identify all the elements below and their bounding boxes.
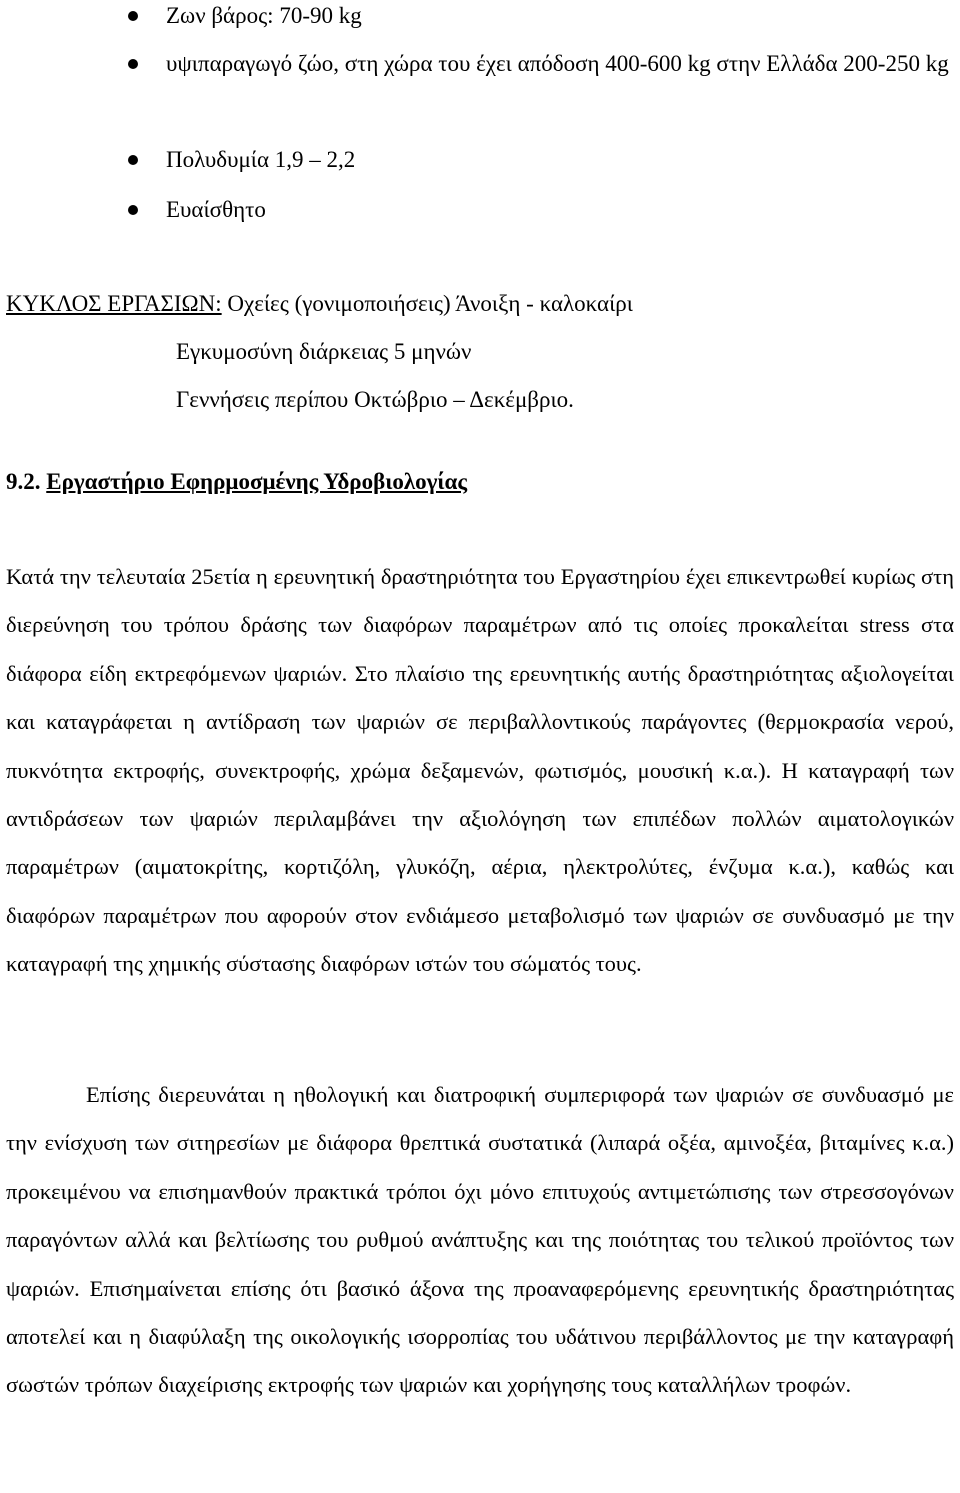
work-cycle-row [6,280,954,328]
bullet-dot-icon [128,205,138,215]
bullet-item [0,40,960,88]
bullet-item [0,136,960,184]
bullet-dot-icon [128,155,138,165]
bullet-item [0,0,960,40]
bullet-dot-icon [128,11,138,21]
bullet-text: Ζων βάρος: 70-90 kg [166,3,362,28]
bullet-text: Ευαίσθητο [166,197,266,222]
bullet-text: υψιπαραγωγό ζώο, στη χώρα του έχει απόδοση 400-600 kg στην Ελλάδα 200-250 kg [166,51,949,76]
work-cycle-gestation: Εγκυμοσύνη διάρκειας 5 μηνών [176,339,472,364]
bullet-text: Πολυδυμία 1,9 – 2,2 [166,147,356,172]
bullet-dot-icon [128,59,138,69]
paragraph: Κατά την τελευταία 25ετία η ερευνητική δραστηριότητα του Εργαστηρίου έχει επικεντρωθεί κυρίως στη διερεύνηση του τρόπου δράσης των διαφόρων παραμέτρων από τις οποίες προκαλείται stress στα διάφορα είδη εκτρεφόμενων ψαριών. Στο πλαίσιο της ερευνητικής αυτής δραστηριότητας αξιολογείται και καταγράφεται η αντίδραση των ψαριών σε περιβαλλοντικούς παράγοντες (θερμοκρασία νερού, πυκνότητα εκτροφής, συνεκτροφής, χρώμα δεξαμενών, φωτισμός, μουσική κ.α.). Η καταγραφή των αντιδράσεων των ψαριών περιλαμβάνει την αξιολόγηση των επιπέδων πολλών αιματολογικών παραμέτρων (αιματοκρίτης, κορτιζόλη, γλυκόζη, αέρια, ηλεκτρολύτες, ένζυμα κ.α.), καθώς και διαφόρων παραμέτρων που αφορούν στον ενδιάμεσο μεταβολισμό των ψαριών σε συνδυασμό με την καταγραφή της χημικής σύστασης διαφόρων ιστών του σώματός τους. [6,564,954,977]
work-cycle-label: ΚΥΚΛΟΣ ΕΡΓΑΣΙΩΝ: [6,291,222,316]
section-number: 9.2. [6,469,41,494]
bullet-item [0,186,960,234]
paragraph: Επίσης διερευνάται η ηθολογική και διατροφική συμπεριφορά των ψαριών σε συνδυασμό με την ενίσχυση των σιτηρεσίων με διάφορα θρεπτικά συστατικά (λιπαρά οξέα, αμινοξέα, βιταμίνες κ.α.) προκειμένου να επισημανθούν πρακτικά τρόποι όχι μόνο επιτυχούς αντιμετώπισης των στρεσσογόνων παραγόντων αλλά και βελτίωσης του ρυθμού ανάπτυξης και της ποιότητας του τελικού προϊόντος των ψαριών. Επισημαίνεται επίσης ότι βασικό άξονα της προαναφερόμενης ερευνητικής δραστηριότητας αποτελεί και η διαφύλαξη της οικολογικής ισορροπίας του υδάτινου περιβάλλοντος με την καταγραφή σωστών τρόπων διαχείρισης εκτροφής των ψαριών και χορήγησης τους καταλλήλων τροφών. [6,1082,954,1398]
section-title: Εργαστήριο Εφηρμοσμένης Υδροβιολογίας [46,469,468,494]
section-heading [6,458,954,506]
work-cycle-births: Γεννήσεις περίπου Οκτώβριο – Δεκέμβριο. [176,387,574,412]
work-cycle-mating: Οχείες (γονιμοποιήσεις) Άνοιξη - καλοκαίρι [221,291,633,316]
work-cycle [6,280,954,424]
